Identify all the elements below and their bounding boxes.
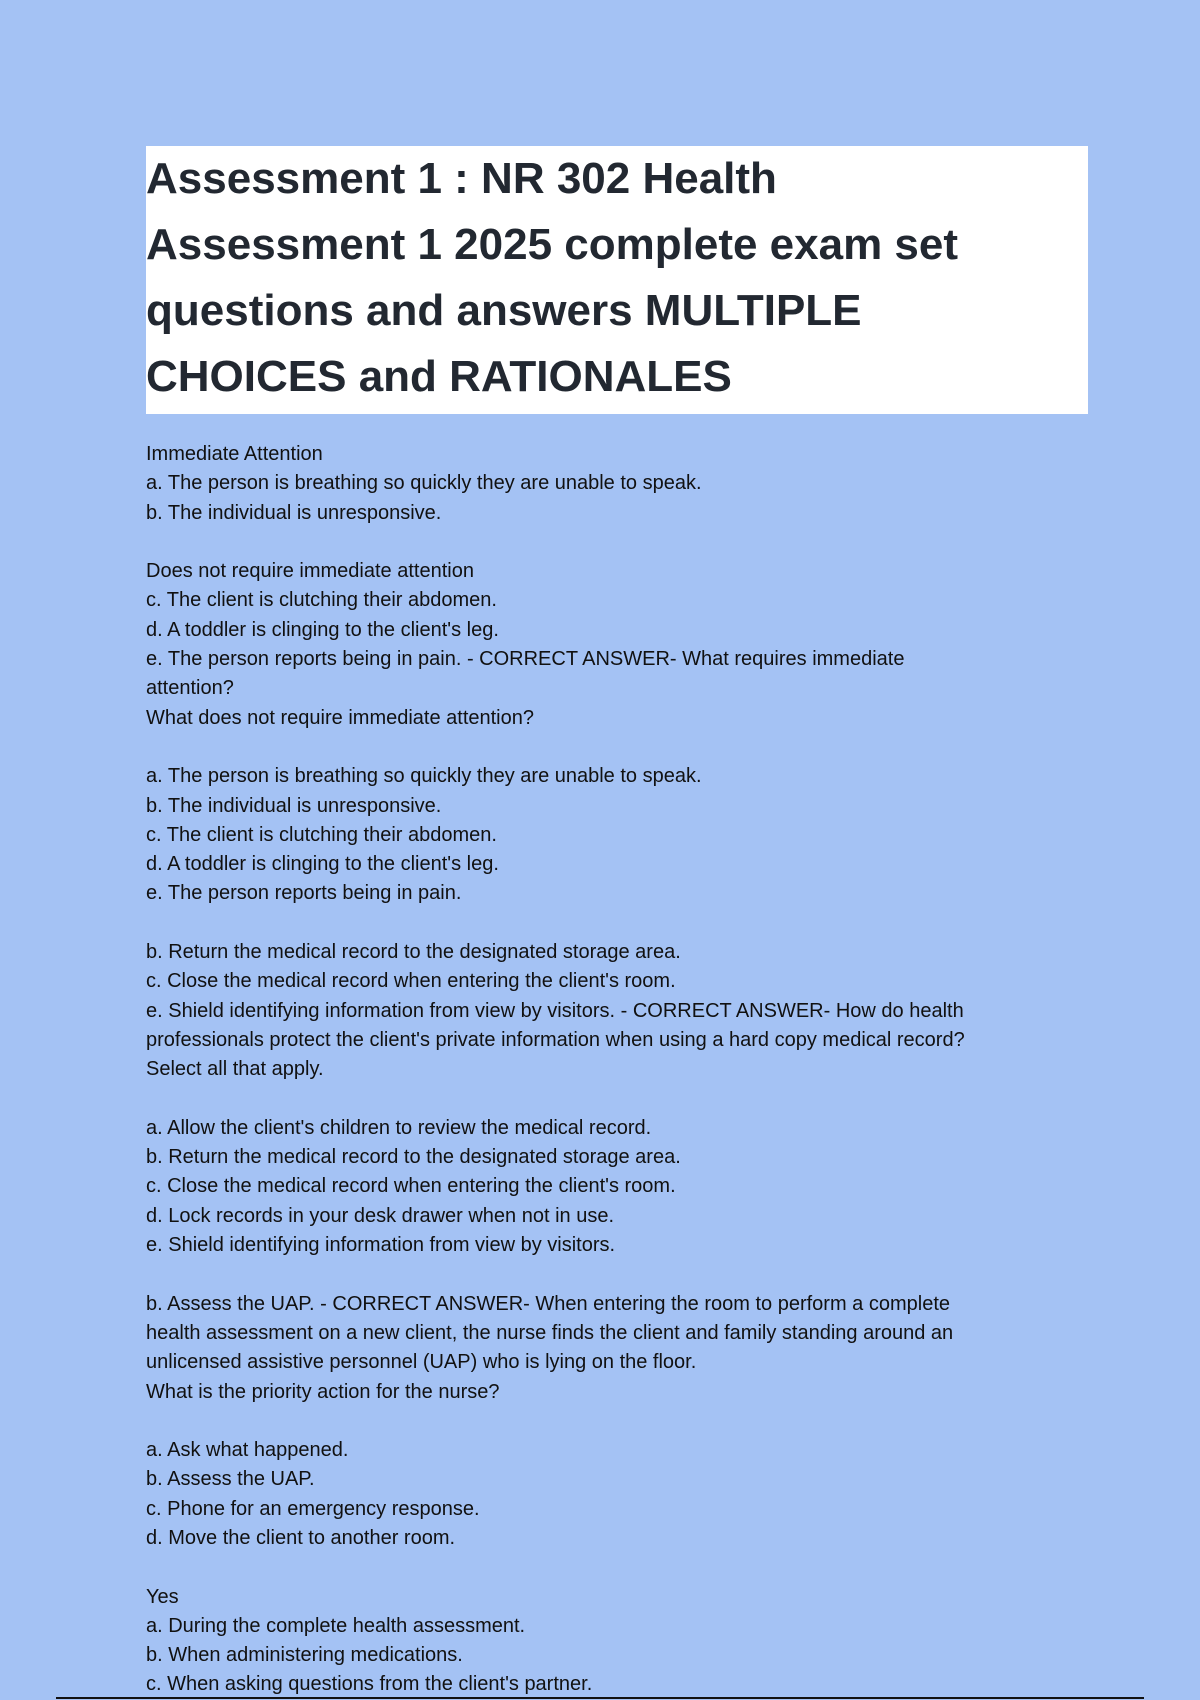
text-line: b. Assess the UAP. xyxy=(146,1468,315,1491)
text-line: b. The individual is unresponsive. xyxy=(146,794,442,817)
text-line: c. When asking questions from the client's partner. xyxy=(146,1673,593,1696)
text-line: a. The person is breathing so quickly they are unable to speak. xyxy=(146,765,702,788)
text-line: e. The person reports being in pain. xyxy=(146,882,462,905)
text-line: c. Close the medical record when entering the client's room. xyxy=(146,970,676,993)
text-line: Immediate Attention xyxy=(146,443,323,465)
text-line: a. During the complete health assessment. xyxy=(146,1614,526,1637)
text-line: b. When administering medications. xyxy=(146,1644,463,1667)
text-line: a. Allow the client's children to review the medical record. xyxy=(146,1116,652,1139)
text-line: e. The person reports being in pain. - CORRECT ANSWER- What requires immediate xyxy=(146,648,905,671)
text-line: b. Return the medical record to the designated storage area. xyxy=(146,1146,681,1169)
text-line: b. Assess the UAP. - CORRECT ANSWER- When entering the room to perform a complete xyxy=(146,1292,951,1315)
text-line: b. The individual is unresponsive. xyxy=(146,501,442,524)
text-line: Yes xyxy=(146,1585,179,1608)
text-line: Select all that apply. xyxy=(146,1058,324,1081)
blank-line xyxy=(146,909,1076,938)
text-line: d. A toddler is clinging to the client's leg. xyxy=(146,853,499,876)
text-line: a. Ask what happened. xyxy=(146,1439,349,1462)
text-line: c. The client is clutching their abdomen. xyxy=(146,589,497,612)
document-title: Assessment 1 : NR 302 Health Assessment 1 2025 complete exam set questions and answers MULTIPLE CHOICES and RATIONALES xyxy=(146,154,959,401)
text-line: e. Shield identifying information from view by visitors. - CORRECT ANSWER- How do health xyxy=(146,999,964,1022)
text-line: health assessment on a new client, the nurse finds the client and family standing around an xyxy=(146,1321,954,1344)
text-line: c. The client is clutching their abdomen. xyxy=(146,823,497,846)
text-line: a. The person is breathing so quickly they are unable to speak. xyxy=(146,472,702,495)
blank-line xyxy=(146,1407,1076,1436)
text-line: attention? xyxy=(146,677,234,700)
text-line: unlicensed assistive personnel (UAP) who is lying on the floor. xyxy=(146,1351,697,1374)
text-line: c. Phone for an emergency response. xyxy=(146,1497,480,1520)
blank-line xyxy=(146,1553,1076,1582)
blank-line xyxy=(146,1085,1076,1114)
text-line: Does not require immediate attention xyxy=(146,560,474,583)
text-line: e. Shield identifying information from view by visitors. xyxy=(146,1234,616,1257)
text-line: professionals protect the client's private information when using a hard copy medical record? xyxy=(146,1028,965,1051)
title-box xyxy=(146,146,1088,414)
blank-line xyxy=(146,733,1076,762)
blank-line xyxy=(146,528,1076,557)
text-line: What does not require immediate attention? xyxy=(146,706,534,729)
document-body xyxy=(146,440,1076,1700)
text-line: c. Close the medical record when entering the client's room. xyxy=(146,1175,676,1198)
page-bottom-rule xyxy=(56,1697,1144,1699)
text-line: b. Return the medical record to the designated storage area. xyxy=(146,941,681,964)
text-line: d. Move the client to another room. xyxy=(146,1526,456,1549)
text-line: d. A toddler is clinging to the client's leg. xyxy=(146,618,499,641)
text-line: d. Lock records in your desk drawer when not in use. xyxy=(146,1204,615,1227)
text-line: What is the priority action for the nurse? xyxy=(146,1380,500,1403)
blank-line xyxy=(146,1260,1076,1289)
